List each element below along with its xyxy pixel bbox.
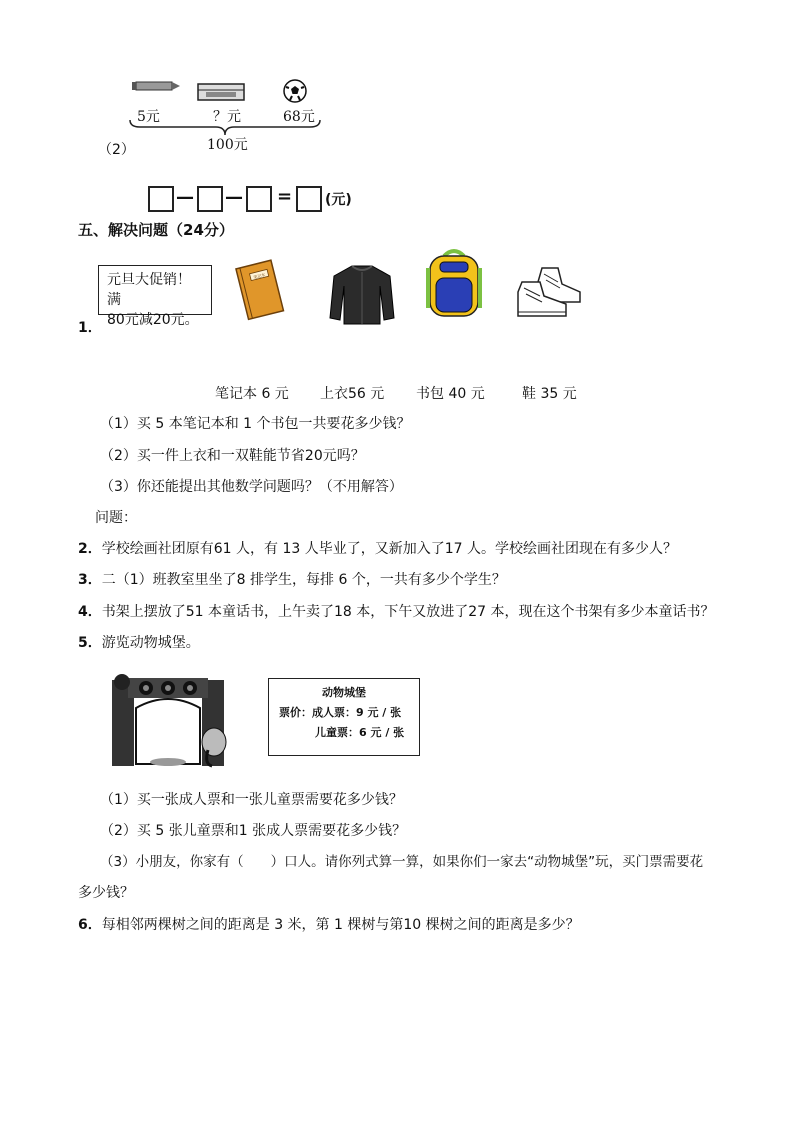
q1-sub2: （2）买一件上衣和一双鞋能节省20元吗？ — [100, 448, 365, 464]
q5-sub3-line2: 多少钱？ — [78, 885, 134, 901]
jacket-image — [328, 262, 396, 330]
minus-sign-1: — — [176, 187, 194, 208]
sale-sign-line1: 元旦大促销！满 — [107, 272, 191, 308]
price-pencil: 5元 — [137, 109, 160, 125]
animal-castle-gate-image — [108, 672, 228, 776]
q1-sub1: （1）买 5 本笔记本和 1 个书包一共要花多少钱？ — [100, 416, 411, 432]
price-box: ？元 — [213, 109, 241, 125]
notebook-image — [232, 258, 286, 328]
answer-box-4[interactable] — [296, 186, 322, 212]
backpack-image — [424, 248, 484, 324]
pencil-image — [130, 78, 180, 98]
q1-sub3: （3）你还能提出其他数学问题吗？（不用解答） — [100, 479, 403, 495]
ticket-sign-adult: 票价：成人票：9 元 / 张 — [279, 706, 402, 719]
price-total: 100元 — [207, 137, 248, 153]
q5-sub3-line1: （3）小朋友，你家有（ ）口人。请你列式算一算，如果你们一家去“动物城堡”玩，买门票需要花 — [100, 854, 704, 870]
q1-question-label: 问题： — [95, 510, 137, 526]
pencil-box-image — [196, 80, 248, 108]
q4-text: 4．书架上摆放了51 本童话书，上午卖了18 本，下午又放进了27 本，现在这个书架有多少本童话书？ — [78, 604, 715, 620]
minus-sign-2: — — [225, 187, 243, 208]
item-shoes-price: 鞋 35 元 — [522, 386, 577, 402]
q5-sub2: （2）买 5 张儿童票和1 张成人票需要花多少钱？ — [100, 823, 407, 839]
item-jacket-price: 上衣56 元 — [320, 386, 385, 402]
soccer-ball-image — [283, 79, 307, 107]
sale-sign — [98, 265, 212, 328]
q6-text: 6．每相邻两棵树之间的距离是 3 米，第 1 棵树与第10 棵树之间的距离是多少？ — [78, 917, 580, 933]
ticket-price-sign — [268, 678, 420, 756]
answer-box-2[interactable] — [197, 186, 223, 212]
ticket-sign-title: 动物城堡 — [322, 686, 366, 699]
q2-text: 2．学校绘画社团原有61 人，有 13 人毕业了，又新加入了17 人。学校绘画社团现在有多少人？ — [78, 541, 677, 557]
q5-title: 5．游览动物城堡。 — [78, 635, 200, 651]
answer-box-3[interactable] — [246, 186, 272, 212]
item-backpack-price: 书包 40 元 — [416, 386, 485, 402]
item-notebook-price: 笔记本 6 元 — [215, 386, 289, 402]
answer-box-1[interactable] — [148, 186, 174, 212]
equals-sign: = — [277, 186, 293, 207]
sale-sign-line2: 80元减20元。 — [107, 312, 199, 328]
q5-sub1: （1）买一张成人票和一张儿童票需要花多少钱？ — [100, 792, 403, 808]
section-title: 五、解决问题（24分） — [78, 221, 234, 239]
price-ball: 68元 — [283, 109, 315, 125]
q1-number: 1． — [78, 320, 102, 336]
unit-yuan: (元) — [325, 192, 352, 208]
q3-text: 3．二（1）班教室里坐了8 排学生，每排 6 个，一共有多少个学生？ — [78, 572, 506, 588]
ticket-sign-child: 儿童票：6 元 / 张 — [315, 726, 405, 739]
shoes-image — [514, 262, 584, 326]
notebook-cover-label: 笔记本 — [252, 272, 266, 280]
q2-label: （2） — [98, 142, 135, 158]
